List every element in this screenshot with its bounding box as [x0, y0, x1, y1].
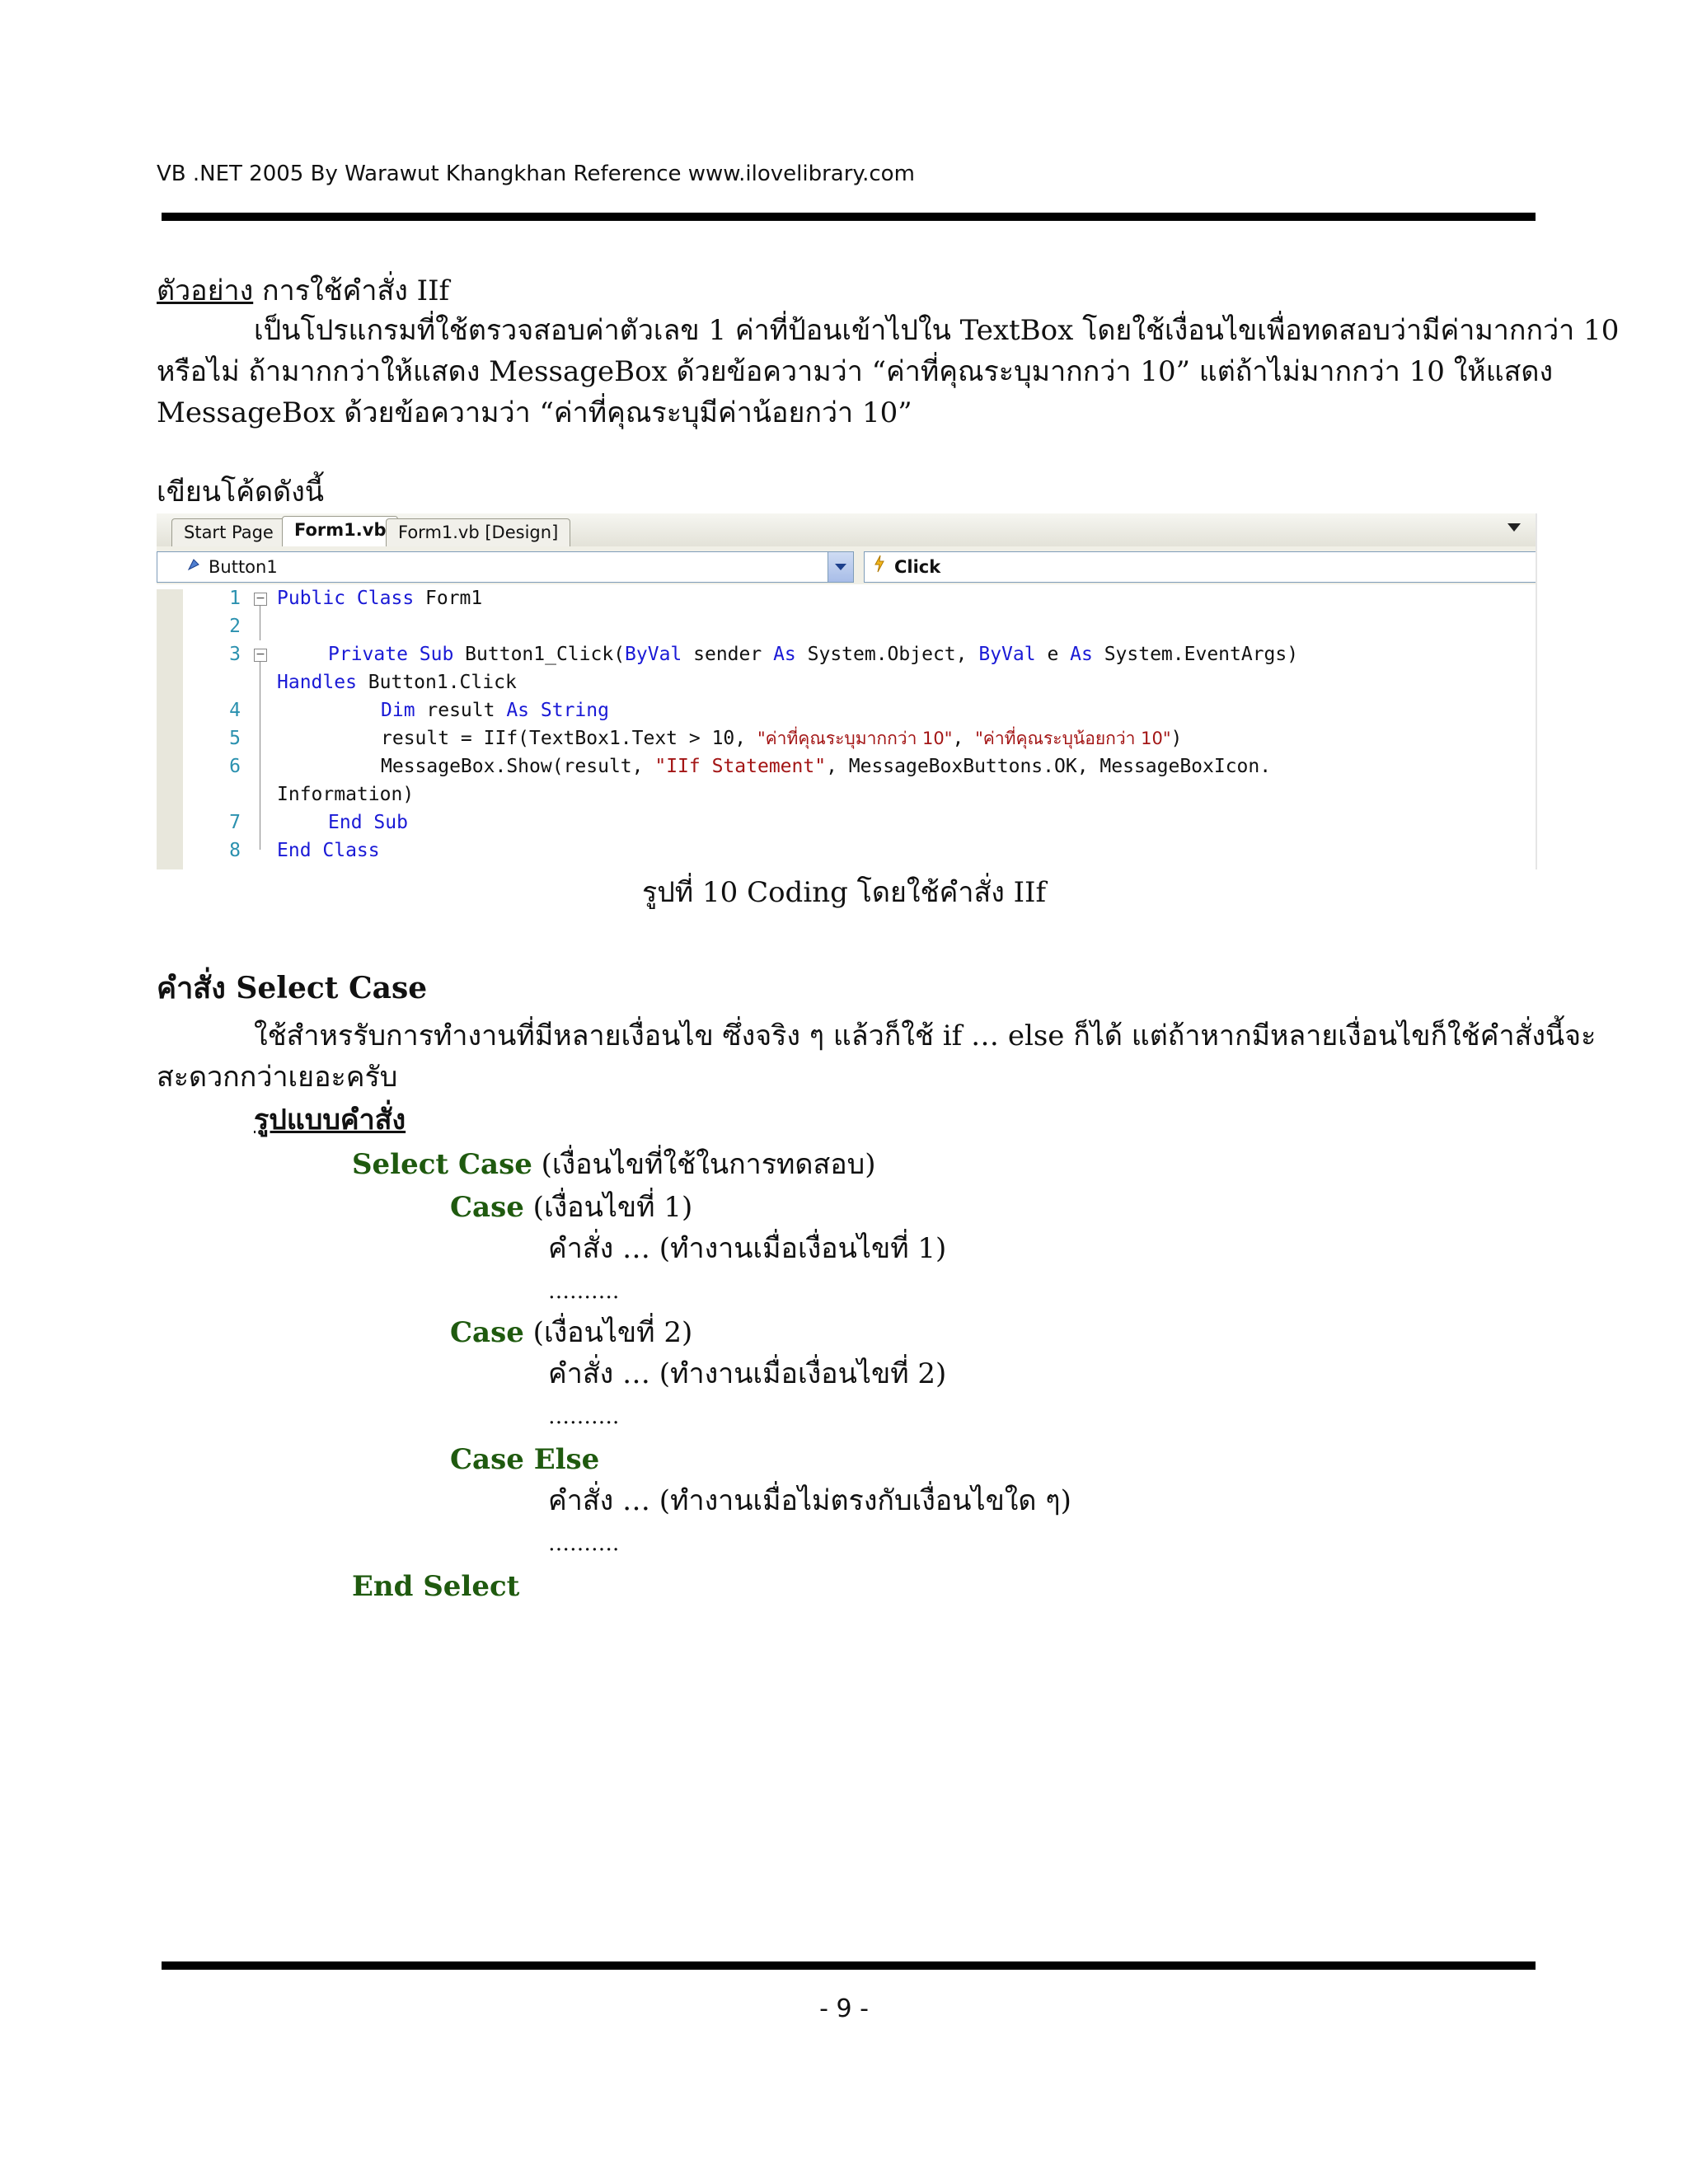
line-number: 8	[229, 840, 241, 861]
code-line-6-wrap: Information)	[277, 784, 415, 805]
example-paragraph-line3: MessageBox ด้วยข้อความว่า “ค่าที่คุณระบุมีค่าน้อยกว่า 10”	[157, 396, 912, 429]
syntax-case-2: Case (เงื่อนไขที่ 2)	[450, 1316, 693, 1349]
footer-rule	[162, 1961, 1536, 1970]
code-line-8: End Class	[277, 840, 380, 861]
page-number: - 9 -	[819, 1994, 869, 2023]
event-combo[interactable]	[864, 551, 1536, 583]
code-line-7: End Sub	[328, 812, 408, 833]
line-number: 1	[229, 588, 241, 609]
line-number: 7	[229, 812, 241, 833]
line-number: 5	[229, 728, 241, 749]
object-combo-chevron-down-icon[interactable]	[828, 552, 853, 582]
ide-screenshot	[157, 513, 1537, 869]
collapse-icon[interactable]: −	[254, 593, 267, 606]
example-heading	[157, 270, 449, 312]
navigation-bar	[157, 546, 1536, 584]
object-combo-value: Button1	[209, 557, 278, 577]
example-paragraph-line2: หรือไม่ ถ้ามากกว่าให้แสดง MessageBox ด้วยข้อความว่า “ค่าที่คุณระบุมากกว่า 10” แต่ถ้าไม่มากกว่า 10 ให้แสดง	[157, 355, 1554, 388]
code-line-3-wrap: Handles Button1.Click	[277, 672, 517, 693]
tab-start-page[interactable]: Start Page	[171, 518, 286, 546]
collapse-icon[interactable]: −	[254, 649, 267, 662]
code-line-1: Public Class Form1	[277, 588, 483, 609]
code-line-6: MessageBox.Show(result, "IIf Statement", MessageBoxButtons.OK, MessageBoxIcon.	[381, 756, 1272, 777]
line-number: 6	[229, 756, 241, 777]
example-paragraph-line1: เป็นโปรแกรมที่ใช้ตรวจสอบค่าตัวเลข 1 ค่าที่ป้อนเข้าไปใน TextBox โดยใช้เงื่อนไขเพื่อทดสอบว่ามีค่ามากกว่า 10	[254, 314, 1620, 347]
line-number: 2	[229, 616, 241, 637]
syntax-dots-1: ……….	[548, 1279, 620, 1304]
tab-list-dropdown-icon[interactable]	[1507, 523, 1521, 532]
syntax-end-select: End Select	[352, 1570, 520, 1603]
select-case-heading: คำสั่ง Select Case	[157, 971, 428, 1005]
syntax-select-case: Select Case (เงื่อนไขที่ใช้ในการทดสอบ)	[352, 1148, 876, 1181]
page-header: VB .NET 2005 By Warawut Khangkhan Reference www.ilovelibrary.com	[157, 162, 915, 186]
line-number: 4	[229, 700, 241, 721]
document-tab-bar	[157, 513, 1536, 547]
syntax-dots-3: ……….	[548, 1531, 620, 1556]
syntax-statement-2: คำสั่ง … (ทำงานเมื่อเงื่อนไขที่ 2)	[548, 1357, 947, 1390]
lightning-icon	[873, 552, 886, 582]
control-icon	[187, 552, 202, 582]
event-combo-value: Click	[894, 557, 941, 577]
select-case-paragraph-line2: สะดวกกว่าเยอะครับ	[157, 1061, 398, 1094]
example-label: ตัวอย่าง	[157, 274, 254, 307]
syntax-case-else: Case Else	[450, 1443, 600, 1476]
write-code-label: เขียนโค้ดดังนี้	[157, 476, 325, 509]
select-case-paragraph-line1: ใช้สำหรรับการทำงานที่มีหลายเงื่อนไข ซึ่งจริง ๆ แล้วก็ใช้ if … else ก็ได้ แต่ถ้าหากมีหลายเงื่อนไขก็ใช้คำสั่งนี้จะ	[254, 1019, 1597, 1052]
syntax-case-1: Case (เงื่อนไขที่ 1)	[450, 1191, 693, 1224]
format-label: รูปแบบคำสั่ง	[254, 1104, 406, 1137]
figure-caption: รูปที่ 10 Coding โดยใช้คำสั่ง IIf	[641, 876, 1047, 909]
syntax-statement-3: คำสั่ง … (ทำงานเมื่อไม่ตรงกับเงื่อนไขใด ๆ)	[548, 1484, 1071, 1517]
code-line-5: result = IIf(TextBox1.Text > 10, "ค่าที่คุณระบุมากกว่า 10", "ค่าที่คุณระบุน้อยกว่า 10")	[381, 728, 1183, 749]
example-title: การใช้คำสั่ง IIf	[262, 274, 450, 307]
object-combo[interactable]	[157, 551, 854, 583]
tab-form1-design[interactable]: Form1.vb [Design]	[386, 518, 570, 546]
code-line-3: Private Sub Button1_Click(ByVal sender As System.Object, ByVal e As System.EventArgs)	[328, 644, 1299, 665]
syntax-dots-2: ……….	[548, 1404, 620, 1429]
syntax-statement-1: คำสั่ง … (ทำงานเมื่อเงื่อนไขที่ 1)	[548, 1232, 947, 1265]
line-number: 3	[229, 644, 241, 665]
header-rule	[162, 213, 1536, 221]
tab-form1-vb[interactable]: Form1.vb	[282, 516, 398, 547]
code-line-4: Dim result As String	[381, 700, 609, 721]
code-text	[157, 588, 1299, 861]
code-editor[interactable]	[157, 589, 1536, 869]
